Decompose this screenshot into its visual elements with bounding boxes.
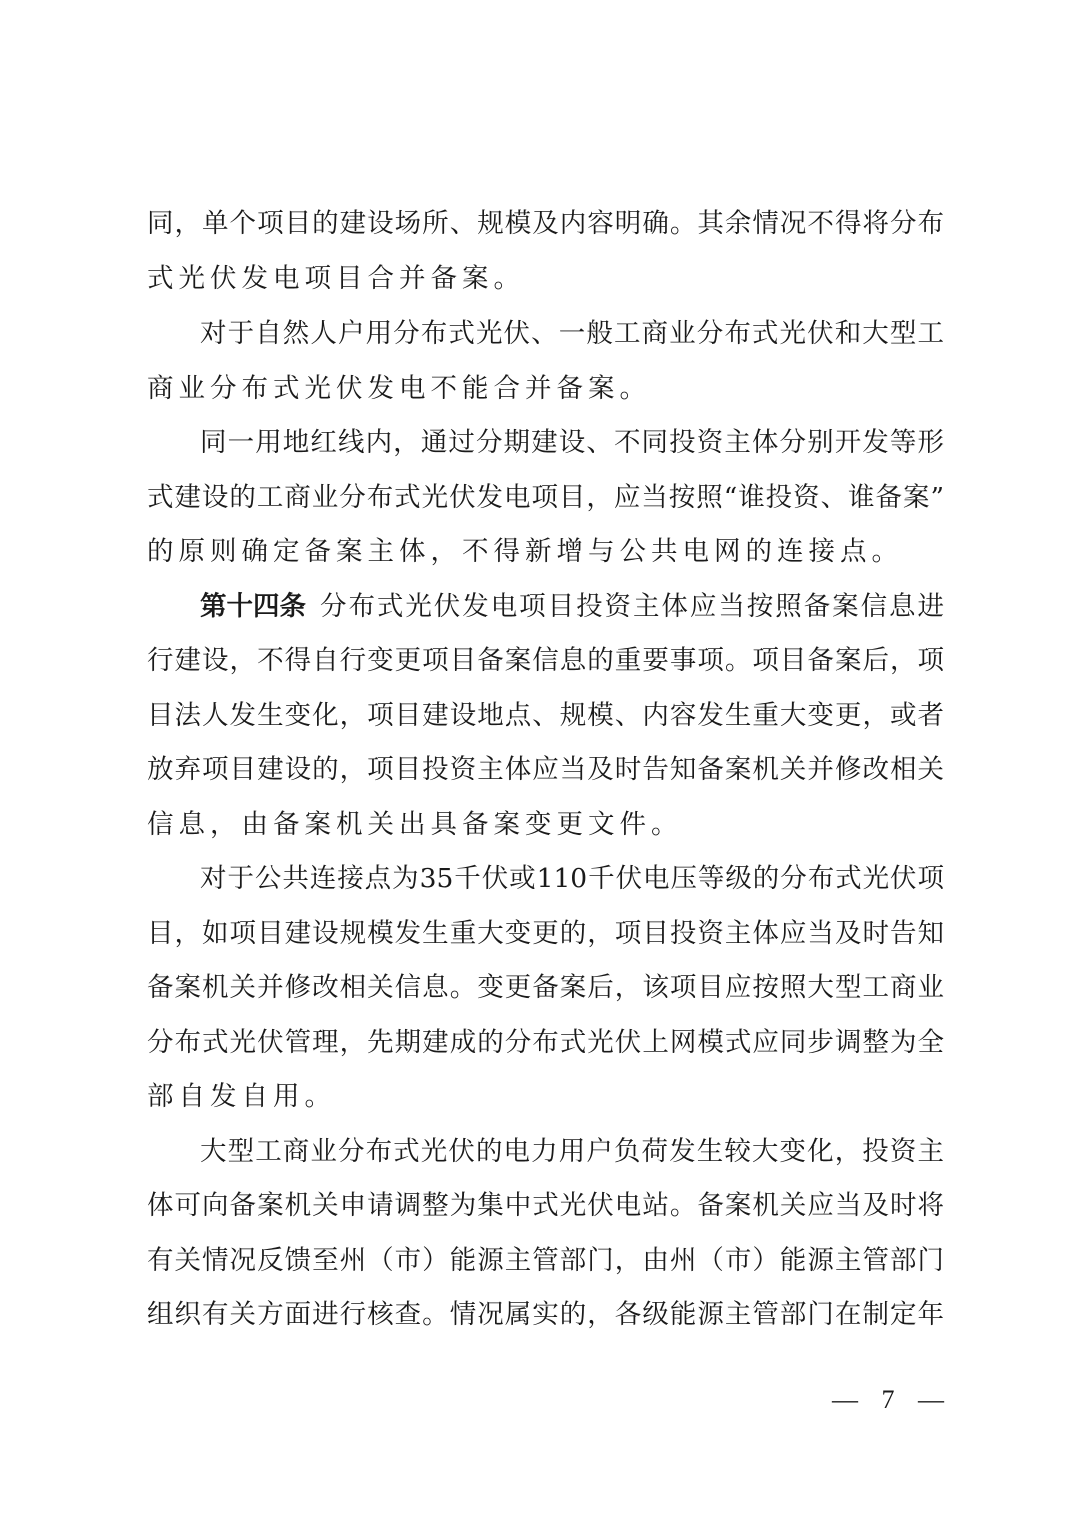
text-line: 对于自然人户用分布式光伏、一般工商业分布式光伏和大型工 [200, 318, 944, 349]
text-line: 的原则确定备案主体，不得新增与公共电网的连接点。 [147, 536, 903, 567]
text-line: 同一用地红线内，通过分期建设、不同投资主体分别开发等形 [200, 427, 944, 458]
text-line: 对于公共连接点为35千伏或110千伏电压等级的分布式光伏项 [200, 863, 944, 894]
text-line: 部自发自用。 [147, 1081, 336, 1112]
text-line: 目，如项目建设规模发生重大变更的，项目投资主体应当及时告知 [147, 918, 944, 949]
text-line: 行建设，不得自行变更项目备案信息的重要事项。项目备案后，项 [147, 645, 944, 676]
text-line: 体可向备案机关申请调整为集中式光伏电站。备案机关应当及时将 [147, 1190, 944, 1221]
text-line: 放弃项目建设的，项目投资主体应当及时告知备案机关并修改相关 [147, 754, 944, 785]
footer-dash-right: — [918, 1385, 944, 1414]
page-number: 7 [881, 1385, 895, 1414]
article-label: 第十四条 [200, 591, 306, 622]
article-line [200, 587, 944, 627]
text-line: 有关情况反馈至州（市）能源主管部门，由州（市）能源主管部门 [147, 1245, 944, 1276]
text-line: 目法人发生变化，项目建设地点、规模、内容发生重大变更，或者 [147, 700, 944, 731]
text-span: 分布式光伏发电项目投资主体应当按照备案信息进 [320, 591, 944, 622]
text-line: 同，单个项目的建设场所、规模及内容明确。其余情况不得将分布 [147, 208, 944, 239]
text-line: 备案机关并修改相关信息。变更备案后，该项目应按照大型工商业 [147, 972, 944, 1003]
page-footer [832, 1380, 944, 1420]
text-line: 商业分布式光伏发电不能合并备案。 [147, 373, 651, 404]
text-line: 信息，由备案机关出具备案变更文件。 [147, 809, 683, 840]
text-line: 分布式光伏管理，先期建成的分布式光伏上网模式应同步调整为全 [147, 1027, 944, 1058]
text-line: 大型工商业分布式光伏的电力用户负荷发生较大变化，投资主 [200, 1136, 944, 1167]
text-line: 式建设的工商业分布式光伏发电项目，应当按照“谁投资、谁备案” [147, 482, 944, 513]
text-line: 式光伏发电项目合并备案。 [147, 263, 525, 294]
footer-dash-left: — [832, 1385, 858, 1414]
text-line: 组织有关方面进行核查。情况属实的，各级能源主管部门在制定年 [147, 1299, 944, 1330]
